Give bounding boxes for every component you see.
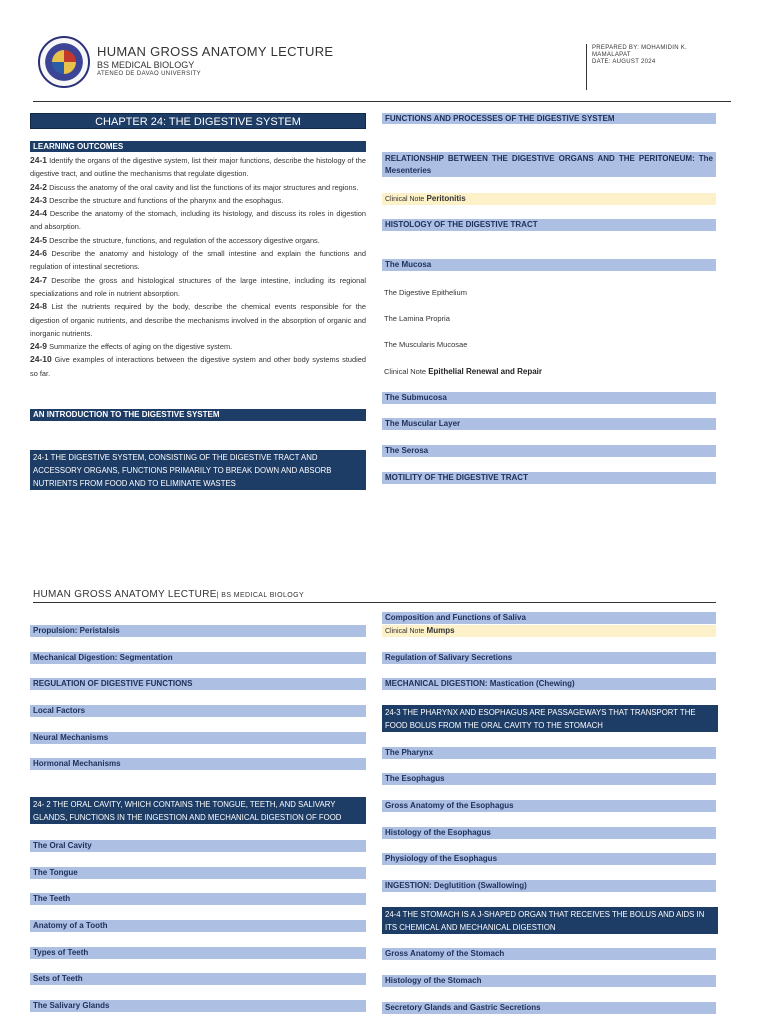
outcome-text: Summarize the effects of aging on the digestive system.: [49, 342, 233, 352]
outcome-text: Describe the anatomy of the stomach, including its histology, and discuss its roles in digestion and absorption.: [30, 209, 366, 232]
outcome-item: [30, 274, 366, 301]
esophagus-heading: The Esophagus: [382, 773, 716, 785]
outcome-item: [30, 353, 366, 380]
header-rule: [33, 101, 731, 102]
outcome-number: 24-6: [30, 248, 48, 259]
muscular-layer-heading: The Muscular Layer: [382, 418, 716, 430]
page2-header-main: HUMAN GROSS ANATOMY LECTURE: [33, 589, 217, 600]
outcome-number: 24-10: [30, 354, 52, 365]
histology-stomach-heading: Histology of the Stomach: [382, 975, 716, 987]
sets-teeth-heading: Sets of Teeth: [30, 973, 366, 985]
outcome-text: Describe the structure, functions, and regulation of the accessory digestive organs.: [49, 235, 320, 245]
gross-esophagus-heading: Gross Anatomy of the Esophagus: [382, 800, 716, 812]
outcome-number: 24-7: [30, 274, 48, 285]
hormonal-mechanisms-heading: Hormonal Mechanisms: [30, 758, 366, 770]
clinical-note-label: Clinical Note: [385, 196, 425, 203]
outcome-item: [30, 154, 366, 181]
anatomy-tooth-heading: Anatomy of a Tooth: [30, 920, 366, 932]
chapter-title: CHAPTER 24: THE DIGESTIVE SYSTEM: [30, 113, 366, 129]
pharynx-heading: The Pharynx: [382, 747, 716, 759]
header-program: BS MEDICAL BIOLOGY: [97, 60, 195, 70]
secretory-glands-heading: Secretory Glands and Gastric Secretions: [382, 1002, 716, 1014]
neural-mechanisms-heading: Neural Mechanisms: [30, 732, 366, 744]
outcome-item: [30, 300, 366, 340]
clinical-note-label: Clinical Note: [384, 367, 427, 376]
section-24-2-heading: 24- 2 THE ORAL CAVITY, WHICH CONTAINS THE TONGUE, TEETH, AND SALIVARY GLANDS, FUNCTIONS IN THE INGESTION AND MECHANICAL DIGESTION OF FOOD: [30, 797, 366, 824]
mastication-heading: MECHANICAL DIGESTION: Mastication (Chewing): [382, 678, 716, 690]
outcome-text: Discuss the anatomy of the oral cavity and list the functions of its major structures and regions.: [49, 182, 359, 192]
section-24-1-heading: 24-1 THE DIGESTIVE SYSTEM, CONSISTING OF THE DIGESTIVE TRACT AND ACCESSORY ORGANS, FUNCTIONS PRIMARILY TO BREAK DOWN AND ABSORB NUTRIENTS FROM FOOD AND TO ELIMINATE WASTES: [30, 450, 366, 490]
header-prepared-info: [592, 45, 712, 66]
outcome-text: Describe the gross and histological structures of the large intestine, including its regional specializations and role in nutrient absorption.: [30, 275, 366, 298]
prepared-by: PREPARED BY: MOHAMIDIN K. MAMALAPAT: [592, 45, 688, 58]
gross-stomach-heading: Gross Anatomy of the Stomach: [382, 948, 716, 960]
outcome-number: 24-5: [30, 234, 48, 245]
header-title: HUMAN GROSS ANATOMY LECTURE: [97, 44, 334, 59]
propulsion-heading: Propulsion: Peristalsis: [30, 625, 366, 637]
outcome-text: Describe the structure and functions of the pharynx and the esophagus.: [49, 195, 284, 205]
clinical-note-label: Clinical Note: [385, 628, 425, 635]
deglutition-heading: INGESTION: Deglutition (Swallowing): [382, 880, 716, 892]
local-factors-heading: Local Factors: [30, 705, 366, 717]
serosa-heading: The Serosa: [382, 445, 716, 457]
header-university: ATENEO DE DAVAO UNIVERSITY: [97, 71, 202, 77]
clinical-note-title: Epithelial Renewal and Repair: [428, 367, 543, 376]
regulation-heading: REGULATION OF DIGESTIVE FUNCTIONS: [30, 678, 366, 690]
learning-outcomes-heading: LEARNING OUTCOMES: [30, 141, 366, 152]
functions-heading: FUNCTIONS AND PROCESSES OF THE DIGESTIVE SYSTEM: [382, 113, 716, 124]
mechanical-digestion-heading: Mechanical Digestion: Segmentation: [30, 652, 366, 664]
header-divider: [586, 44, 587, 90]
outcome-number: 24-1: [30, 155, 48, 165]
lamina-subheading: The Lamina Propria: [384, 314, 450, 323]
university-seal-logo: [38, 36, 90, 88]
relationship-heading: RELATIONSHIP BETWEEN THE DIGESTIVE ORGANS AND THE PERITONEUM: The Mesenteries: [382, 152, 716, 177]
outcome-item: [30, 194, 366, 207]
date: DATE: AUGUST 2024: [592, 59, 656, 65]
outcome-item: [30, 247, 366, 274]
outcome-number: 24-2: [30, 181, 48, 192]
page2-header-sub: | BS MEDICAL BIOLOGY: [216, 592, 305, 599]
outcome-text: Give examples of interactions between the digestive system and other body systems studied so far.: [30, 355, 366, 378]
intro-heading: AN INTRODUCTION TO THE DIGESTIVE SYSTEM: [30, 409, 366, 421]
clinical-note-title: Mumps: [426, 626, 455, 635]
outcome-number: 24-4: [30, 208, 48, 219]
outcome-number: 24-3: [30, 194, 48, 205]
outcome-item: [30, 207, 366, 234]
outcome-text: Describe the anatomy and histology of the small intestine and explain the functions and regulation of intestinal secretions.: [30, 249, 366, 272]
tongue-heading: The Tongue: [30, 867, 366, 879]
outcome-item: [30, 340, 366, 353]
learning-outcomes-list: [30, 154, 366, 380]
outcome-item: [30, 234, 366, 247]
clinical-note-epithelial: [384, 367, 542, 376]
salivary-regulation-heading: Regulation of Salivary Secretions: [382, 652, 716, 664]
histology-esophagus-heading: Histology of the Esophagus: [382, 827, 716, 839]
outcome-text: Identify the organs of the digestive system, list their major functions, describe the histology of the digestive tract, and outline the mechanisms that regulate digestion.: [30, 156, 366, 179]
clinical-note-mumps: [382, 625, 716, 637]
outcome-item: [30, 181, 366, 194]
salivary-glands-heading: The Salivary Glands: [30, 1000, 366, 1012]
muscularis-mucosae-subheading: The Muscularis Mucosae: [384, 340, 468, 349]
teeth-heading: The Teeth: [30, 893, 366, 905]
outcome-number: 24-9: [30, 341, 48, 352]
section-24-3-heading: 24-3 THE PHARYNX AND ESOPHAGUS ARE PASSAGEWAYS THAT TRANSPORT THE FOOD BOLUS FROM THE ORAL CAVITY TO THE STOMACH: [382, 705, 718, 732]
submucosa-heading: The Submucosa: [382, 392, 716, 404]
section-24-4-heading: 24-4 THE STOMACH IS A J-SHAPED ORGAN THAT RECEIVES THE BOLUS AND AIDS IN ITS CHEMICAL AND MECHANICAL DIGESTION: [382, 907, 718, 934]
page2-header-rule: [33, 602, 716, 603]
clinical-note-peritonitis: [382, 193, 716, 205]
mucosa-heading: The Mucosa: [382, 259, 716, 271]
types-teeth-heading: Types of Teeth: [30, 947, 366, 959]
page2-header-title: [33, 589, 304, 600]
histology-heading: HISTOLOGY OF THE DIGESTIVE TRACT: [382, 219, 716, 231]
outcome-text: List the nutrients required by the body, describe the chemical events responsible for the digestion of organic nutrients, and describe the mechanisms involved in the absorption of organic and inorganic nutrients.: [30, 302, 366, 338]
oral-cavity-heading: The Oral Cavity: [30, 840, 366, 852]
physiology-esophagus-heading: Physiology of the Esophagus: [382, 853, 716, 865]
outcome-number: 24-8: [30, 301, 48, 312]
clinical-note-title: Peritonitis: [426, 194, 466, 203]
epithelium-subheading: The Digestive Epithelium: [384, 288, 467, 297]
motility-heading: MOTILITY OF THE DIGESTIVE TRACT: [382, 472, 716, 484]
saliva-heading: Composition and Functions of Saliva: [382, 612, 716, 624]
